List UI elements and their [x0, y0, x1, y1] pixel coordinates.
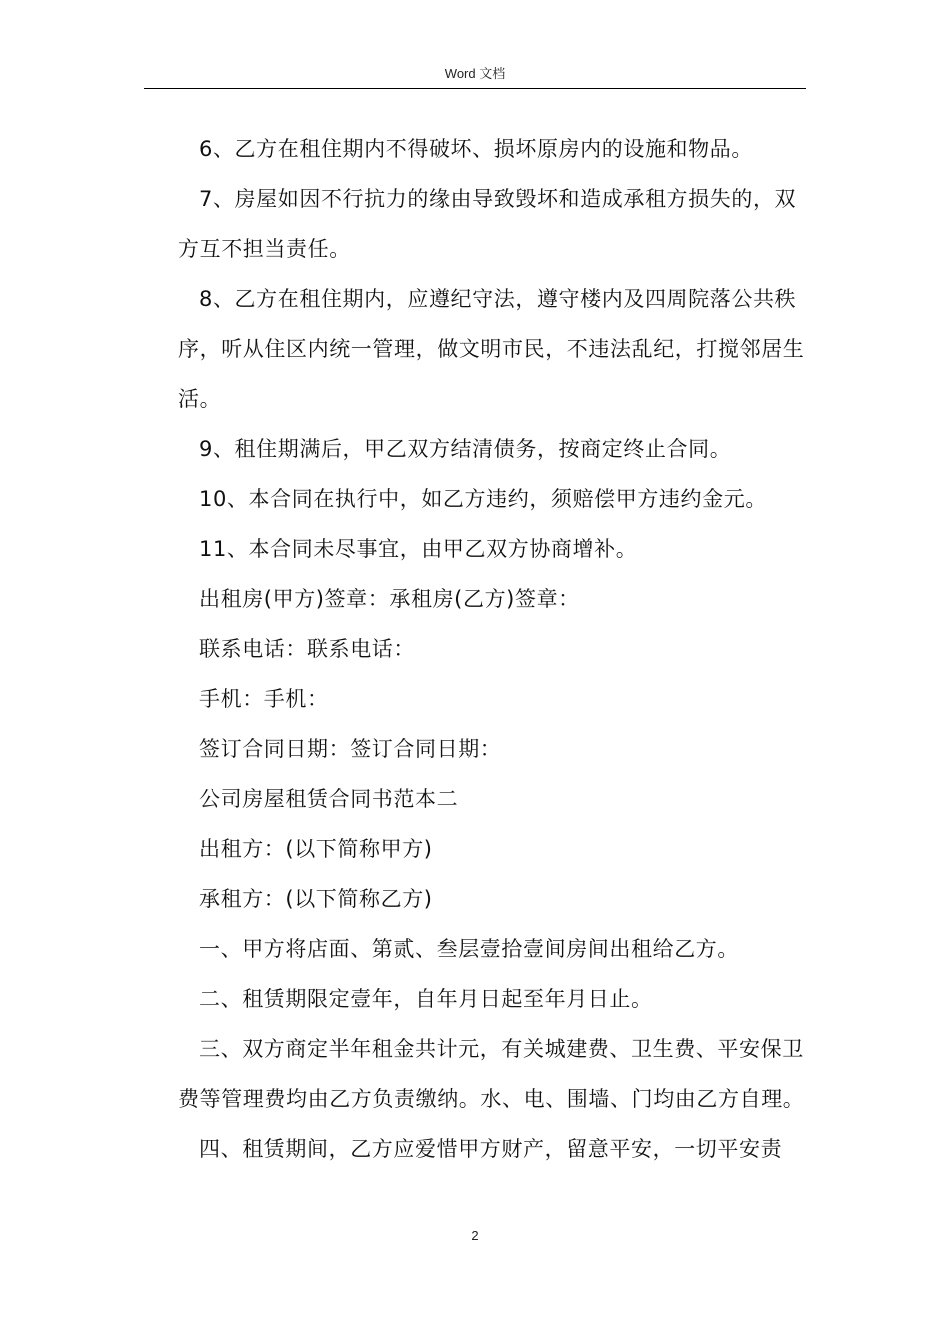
signature-line: 出租房(甲方)签章：承租房(乙方)签章： [199, 587, 580, 611]
page-header [144, 62, 806, 89]
header-title: Word 文档 [444, 66, 506, 81]
phone-line: 联系电话：联系电话： [199, 637, 415, 661]
paragraph-7: 7、房屋如因不行抗力的缘由导致毁坏和造成承租方损失的，双方互不担当责任。 [178, 187, 797, 261]
paragraph-10: 10、本合同在执行中，如乙方违约，须赔偿甲方违约金元。 [199, 487, 767, 511]
clause-4: 四、租赁期间，乙方应爱惜甲方财产，留意平安，一切平安责 [199, 1137, 783, 1161]
sign-date-line: 签订合同日期：签订合同日期： [199, 737, 502, 761]
paragraph-9: 9、租住期满后，甲乙双方结清债务，按商定终止合同。 [199, 437, 732, 461]
mobile-line: 手机：手机： [199, 687, 329, 711]
page-number: 2 [471, 1228, 479, 1243]
page-footer [0, 1228, 950, 1243]
lessor-line: 出租方：(以下简称甲方) [199, 837, 433, 861]
lessee-line: 承租方：(以下简称乙方) [199, 887, 433, 911]
paragraph-11: 11、本合同未尽事宜，由甲乙双方协商增补。 [199, 537, 638, 561]
section-title: 公司房屋租赁合同书范本二 [199, 787, 459, 811]
paragraph-8: 8、乙方在租住期内，应遵纪守法，遵守楼内及四周院落公共秩序，听从住区内统一管理，做文明市民，不违法乱纪，打搅邻居生活。 [178, 287, 805, 411]
clause-1: 一、甲方将店面、第贰、叁层壹拾壹间房间出租给乙方。 [199, 937, 739, 961]
document-body [178, 124, 808, 1174]
clause-3: 三、双方商定半年租金共计元，有关城建费、卫生费、平安保卫费等管理费均由乙方负责缴纳。水、电、围墙、门均由乙方自理。 [178, 1037, 805, 1111]
clause-2: 二、租赁期限定壹年，自年月日起至年月日止。 [199, 987, 653, 1011]
paragraph-6: 6、乙方在租住期内不得破坏、损坏原房内的设施和物品。 [199, 137, 753, 161]
